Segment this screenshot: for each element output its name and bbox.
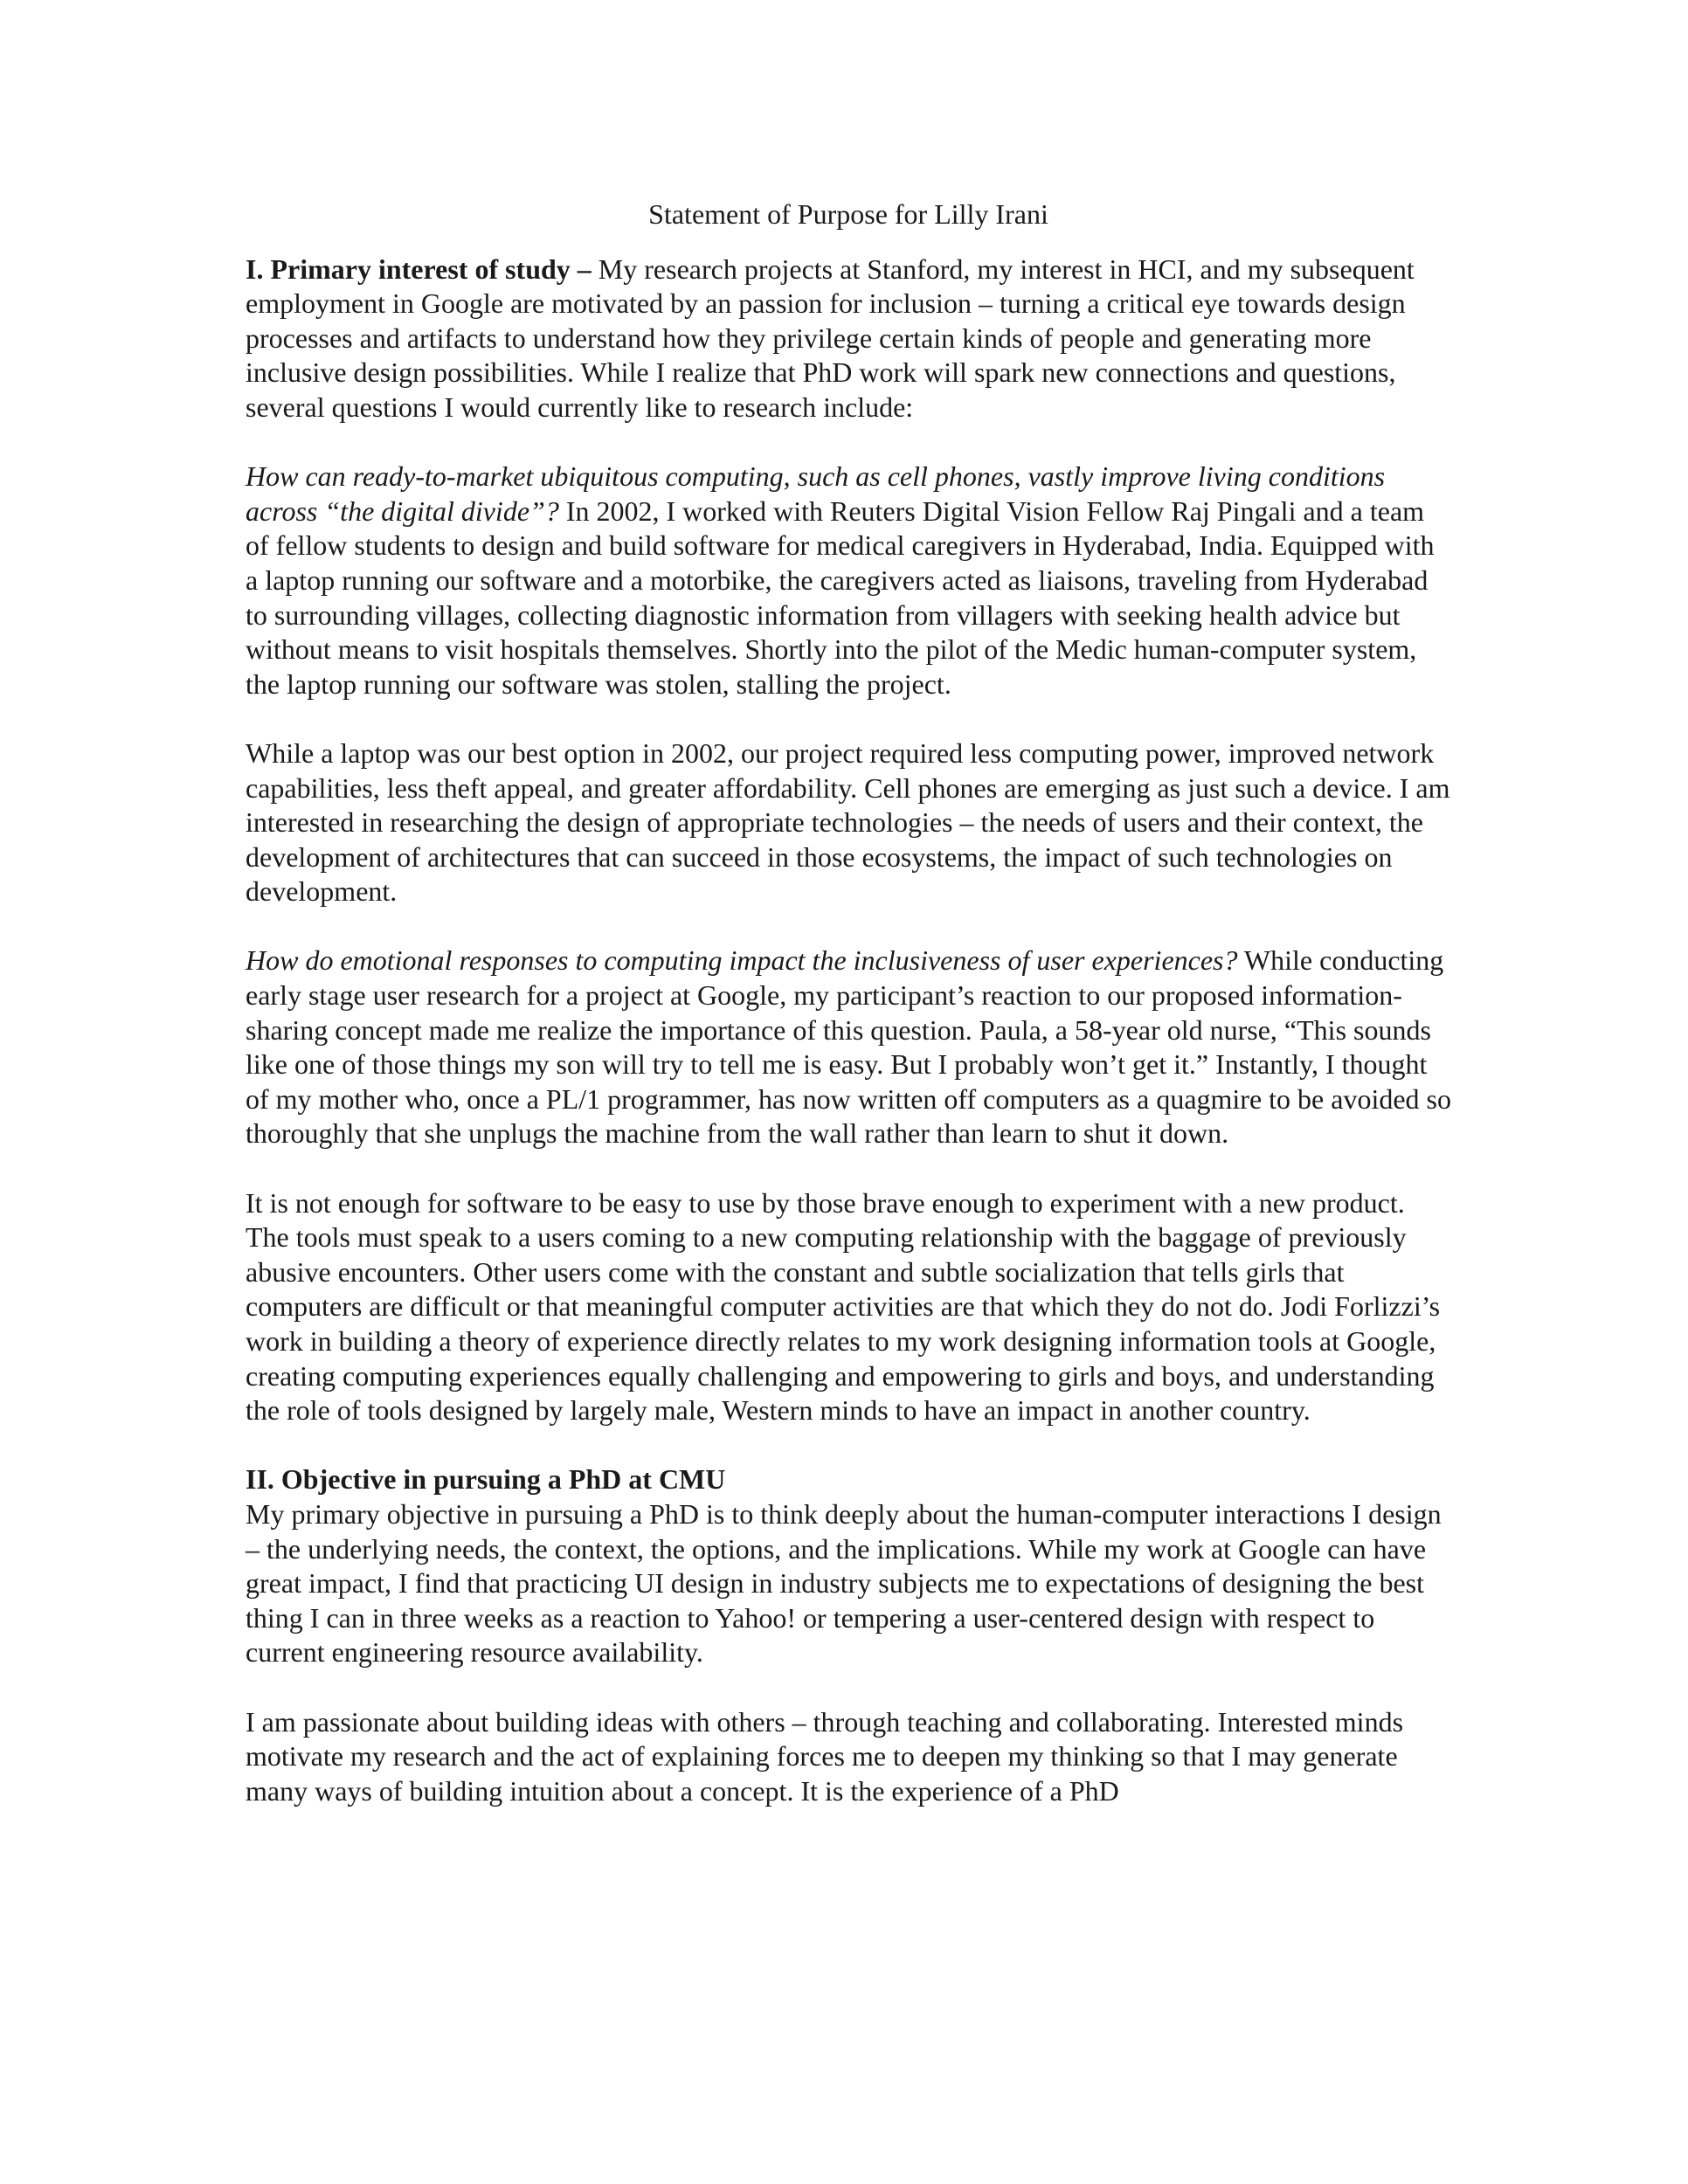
section-heading-primary-interest: I. Primary interest of study – <box>246 252 591 285</box>
paragraph-text: In 2002, I worked with Reuters Digital Vision Fellow Raj Pingali and a team of fellow students to design and build software for medical caregivers in Hyderabad, India. Equipped with a laptop running our software and a motorbike, the caregivers acted as liaisons, traveling from Hyderabad to surrounding villages, collecting diagnostic information from villagers with seeking health advice but without means to visit hospitals themselves. Shortly into the pilot of the Medic human-computer system, the laptop running our software was stolen, stalling the project. <box>246 494 1435 700</box>
paragraph-text: My research projects at Stanford, my interest in HCI, and my subsequent employment in Google are motivated by an passion for inclusion – turning a critical eye towards design processes and artifacts to understand how they privilege certain kinds of people and generating more inclusive design possibilities. While I realize that PhD work will spark new connections and questions, several questions I would currently like to research include: <box>246 252 1415 423</box>
paragraph-passion: I am passionate about building ideas with others – through teaching and collaborating. Interested minds motivate my research and the act of explaining forces me to deepen my thinking so that I may generate many ways of building intuition about a concept. It is the experience of a PhD <box>246 1705 1404 1807</box>
paragraph-text: While conducting early stage user research for a project at Google, my participant’s reaction to our proposed information-sharing concept made me realize the importance of this question. Paula, a 58-year old nurse, “This sounds like one of those things my son will try to tell me is easy. But I probably won’t get it.” Instantly, I thought of my mother who, once a PL/1 programmer, has now written off computers as a quagmire to be avoided so thoroughly that she unplugs the machine from the wall rather than learn to shut it down. <box>246 944 1451 1150</box>
paragraph-software-ease: It is not enough for software to be easy to use by those brave enough to experiment with a new product. The tools must speak to a users coming to a new computing relationship with the baggage of previously abusive encounters. Other users come with the constant and subtle socialization that tells girls that computers are difficult or that meaningful computer activities are that which they do not do. Jodi Forlizzi’s work in building a theory of experience directly relates to my work designing information tools at Google, creating computing experiences equally challenging and empowering to girls and boys, and understanding the role of tools designed by largely male, Western minds to have an impact in another country. <box>246 1186 1441 1427</box>
paragraph-primary-interest <box>246 252 1451 425</box>
paragraph-text: My primary objective in pursuing a PhD is to think deeply about the human-computer interactions I design – the underlying needs, the context, the options, and the implications. While my work at Google can have great impact, I find that practicing UI design in industry subjects me to expectations of designing the best thing I can in three weeks as a reaction to Yahoo! or tempering a user-centered design with respect to current engineering resource availability. <box>246 1497 1442 1669</box>
document-page <box>246 197 1451 1808</box>
paragraph-ubiquitous-computing <box>246 460 1451 702</box>
document-title: Statement of Purpose for Lilly Irani <box>648 198 1048 230</box>
paragraph-emotional-responses <box>246 943 1451 1151</box>
research-question: How do emotional responses to computing impact the inclusiveness of user experiences? <box>246 944 1238 977</box>
paragraph-objective <box>246 1462 1451 1670</box>
section-heading-objective: II. Objective in pursuing a PhD at CMU <box>246 1463 726 1496</box>
paragraph-cell-phones: While a laptop was our best option in 2002, our project required less computing power, improved network capabilities, less theft appeal, and greater affordability. Cell phones are emerging as just such a device. I am interested in researching the design of appropriate technologies – the needs of users and their context, the development of architectures that can succeed in those ecosystems, the impact of such technologies on development. <box>246 736 1450 908</box>
research-question: How can ready-to-market ubiquitous computing, such as cell phones, vastly improve living conditions across “the digital divide”? <box>246 460 1386 527</box>
